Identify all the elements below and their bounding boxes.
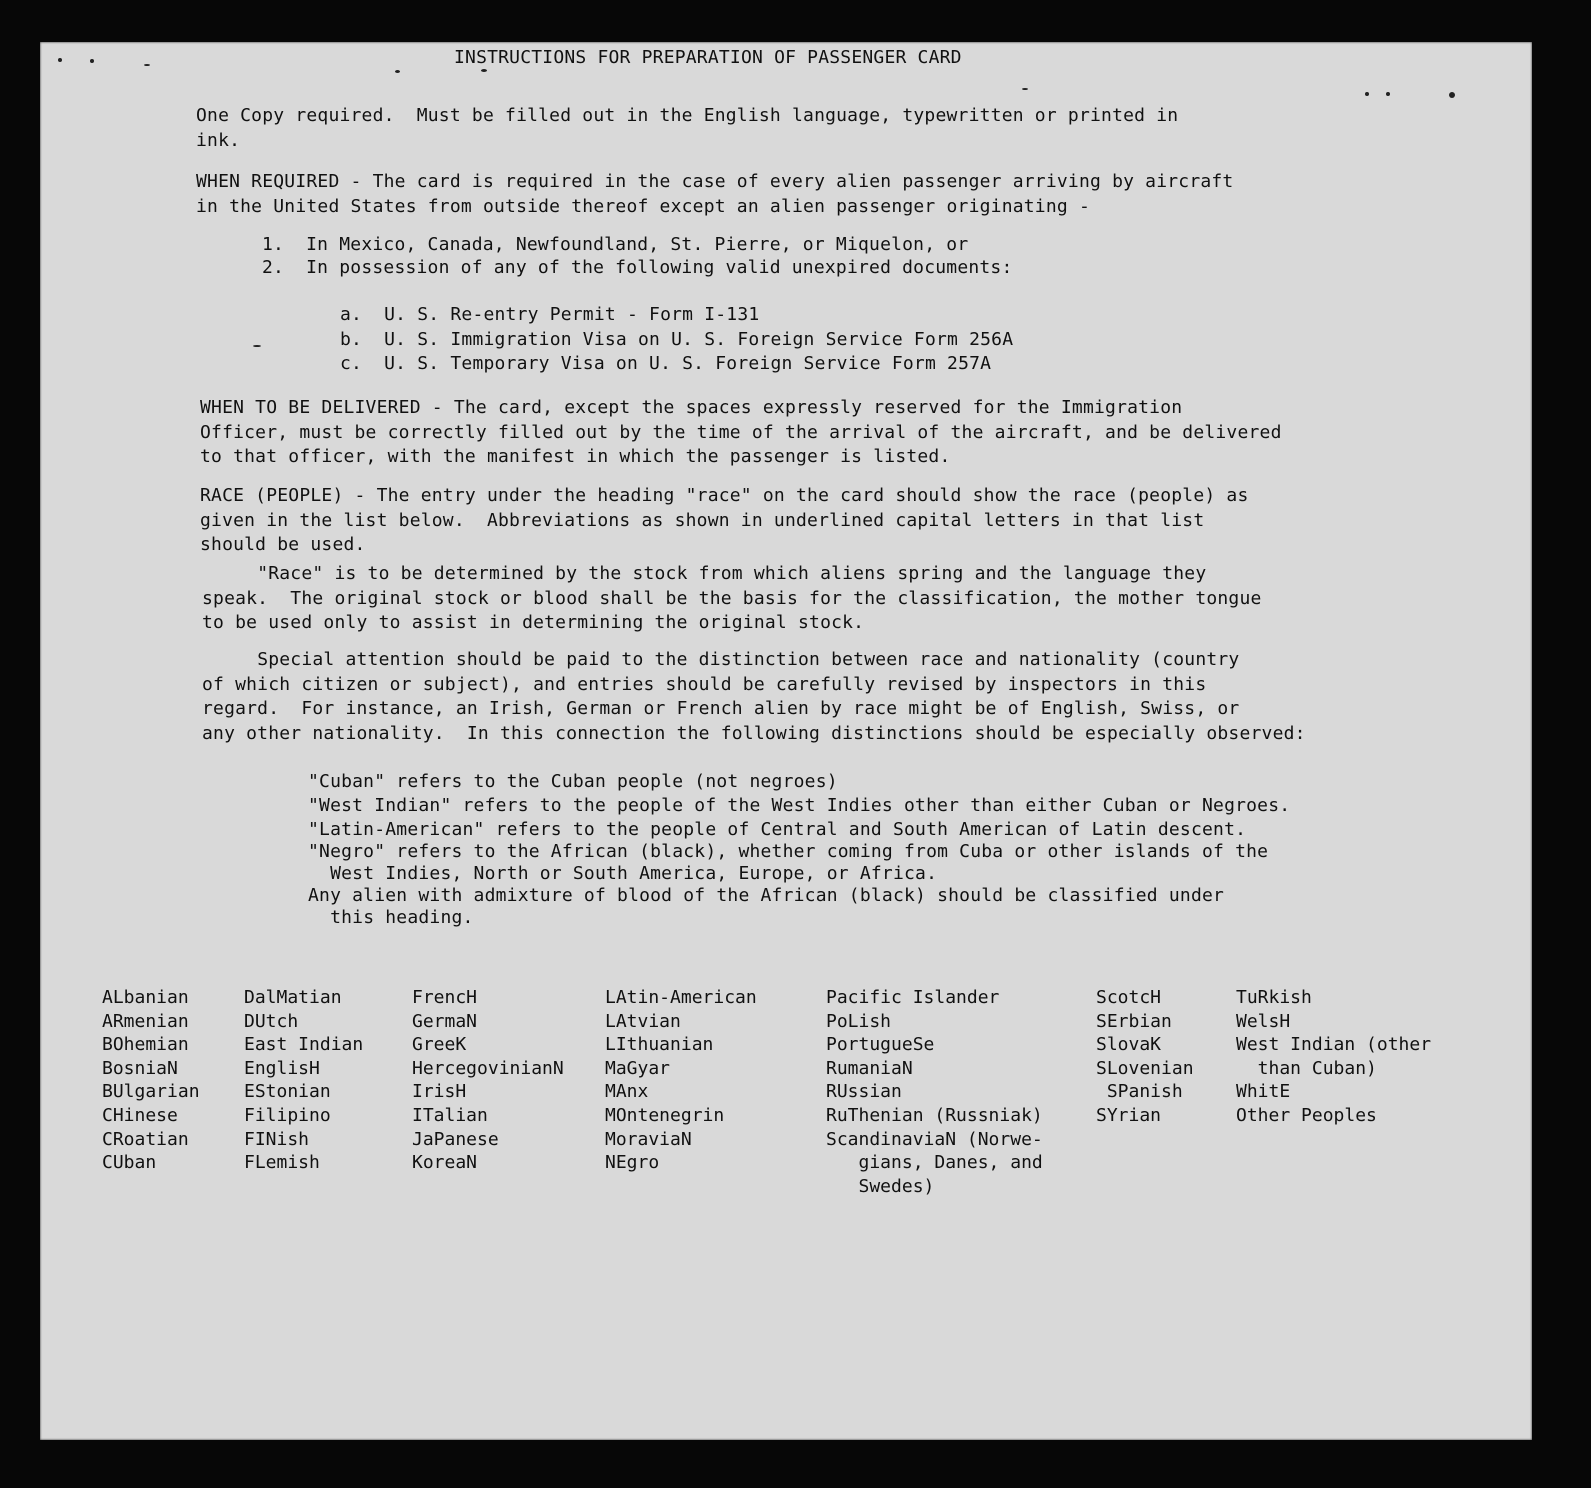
para-when-delivered: WHEN TO BE DELIVERED - The card, except the spaces expressly reserved for the Immigration Officer, must be correctly filled out by the time of the arrival of the aircraft, and be delivered to that officer, with the manifest in which the passenger is listed. [200,397,1282,467]
race-slovak: SlovaK [1096,1034,1162,1056]
race-column-3 [412,986,564,1175]
document-item-c: c. U. S. Temporary Visa on U. S. Foreign Service Form 257A [340,353,992,374]
race-turkish: TuRkish [1236,987,1312,1008]
race-latin-american: LAtin-American [605,987,757,1008]
race-serbian: SErbian [1096,1010,1172,1032]
race-pacific-islander: Pacific Islander [826,987,1000,1008]
para-when-required: WHEN REQUIRED - The card is required in the case of every alien passenger arriving by aircraft in the United States from outside thereof except an alien passenger originating - [196,171,1234,217]
race-english: EnglisH [244,1057,320,1079]
distinction-cuban: "Cuban" refers to the Cuban people (not negroes) [308,771,838,792]
distinction-latin-american: "Latin-American" refers to the people of Central and South American of Latin descent. [308,819,1247,840]
document-title: INSTRUCTIONS FOR PREPARATION OF PASSENGER CARD [454,47,962,68]
document-page [40,42,1532,1440]
para-special-attention: Special attention should be paid to the distinction between race and nationality (country of which citizen or subject), and entries should be carefully revised by inspectors in this regard. For instance, an Irish, German or French alien by race might be of English, Swiss, or any other nationality. In this connection the following distinctions should be especially observed: [202,649,1306,744]
race-bulgarian: BUlgarian [102,1081,200,1103]
race-scotch: ScotcH [1096,987,1162,1008]
race-german: GermaN [412,1010,478,1032]
race-dalmatian: DalMatian [244,987,342,1008]
race-cuban: CUban [102,1152,157,1174]
race-irish: IrisH [412,1081,467,1103]
race-polish: PoLish [826,1010,892,1032]
race-manx: MAnx [605,1081,649,1103]
race-spanish: SPanish [1096,1081,1183,1103]
race-estonian: EStonian [244,1081,331,1103]
race-flemish: FLemish [244,1152,320,1174]
distinction-admixture: Any alien with admixture of blood of the African (black) should be classified under this heading. [308,885,1225,928]
race-portuguese: PortugueSe [826,1034,935,1056]
race-syrian: SYrian [1096,1104,1162,1126]
race-white: WhitE [1236,1081,1291,1103]
race-rumanian: RumaniaN [826,1057,913,1079]
race-bosnian: BosniaN [102,1057,178,1079]
para-copy-required: One Copy required. Must be filled out in the English language, typewritten or printed in ink. [196,105,1179,151]
race-column-2 [244,986,363,1175]
race-magyar: MaGyar [605,1057,671,1079]
race-armenian: ARmenian [102,1010,189,1032]
para-race-determined: "Race" is to be determined by the stock from which aliens spring and the language they speak. The original stock or blood shall be the basis for the classification, the mother tongue to be used only to assist in determining the original stock. [202,563,1262,633]
race-japanese: JaPanese [412,1128,499,1150]
distinction-west-indian: "West Indian" refers to the people of the West Indies other than either Cuban or Negroes. [308,795,1291,816]
race-welsh: WelsH [1236,1010,1291,1032]
document-item-b: b. U. S. Immigration Visa on U. S. Foreign Service Form 256A [340,329,1014,350]
race-west-indian: West Indian (other than Cuban) [1236,1034,1432,1079]
race-bohemian: BOhemian [102,1034,189,1056]
race-latvian: LAtvian [605,1010,681,1032]
race-lithuanian: LIthuanian [605,1034,714,1056]
race-dutch: DUtch [244,1010,299,1032]
race-ruthenian: RuThenian (Russniak) [826,1104,1043,1126]
race-russian: RUssian [826,1081,902,1103]
race-greek: GreeK [412,1034,467,1056]
race-column-7 [1236,986,1431,1128]
document-item-a: a. U. S. Re-entry Permit - Form I-131 [340,304,760,325]
race-italian: ITalian [412,1104,488,1126]
race-albanian: ALbanian [102,987,189,1008]
race-other-peoples: Other Peoples [1236,1104,1377,1126]
race-slovenian: SLovenian [1096,1057,1194,1079]
race-column-6 [1096,986,1194,1128]
race-filipino: Filipino [244,1104,331,1126]
race-column-1 [102,986,200,1175]
race-east-indian: East Indian [244,1034,364,1056]
distinction-negro: "Negro" refers to the African (black), whether coming from Cuba or other islands of the West Indies, North or South America, Europe, or Africa. [308,841,1269,884]
race-french: FrencH [412,987,478,1008]
origin-item-1: 1. In Mexico, Canada, Newfoundland, St. Pierre, or Miquelon, or [262,234,969,255]
race-moravian: MoraviaN [605,1128,692,1150]
race-column-4 [605,986,757,1175]
race-montenegrin: MOntenegrin [605,1104,725,1126]
race-hercegovinian: HercegovinianN [412,1057,564,1079]
race-scandinavian: ScandinaviaN (Norwe- gians, Danes, and Swedes) [826,1128,1043,1197]
race-korean: KoreaN [412,1152,478,1174]
para-race: RACE (PEOPLE) - The entry under the heading "race" on the card should show the race (people) as given in the list below. Abbreviations as shown in underlined capital letters in that list should be used. [200,485,1249,555]
race-negro: NEgro [605,1152,660,1174]
race-croatian: CRoatian [102,1128,189,1150]
race-finnish: FINish [244,1128,310,1150]
race-chinese: CHinese [102,1104,178,1126]
origin-item-2: 2. In possession of any of the following valid unexpired documents: [262,257,1013,278]
race-column-5 [826,986,1043,1198]
